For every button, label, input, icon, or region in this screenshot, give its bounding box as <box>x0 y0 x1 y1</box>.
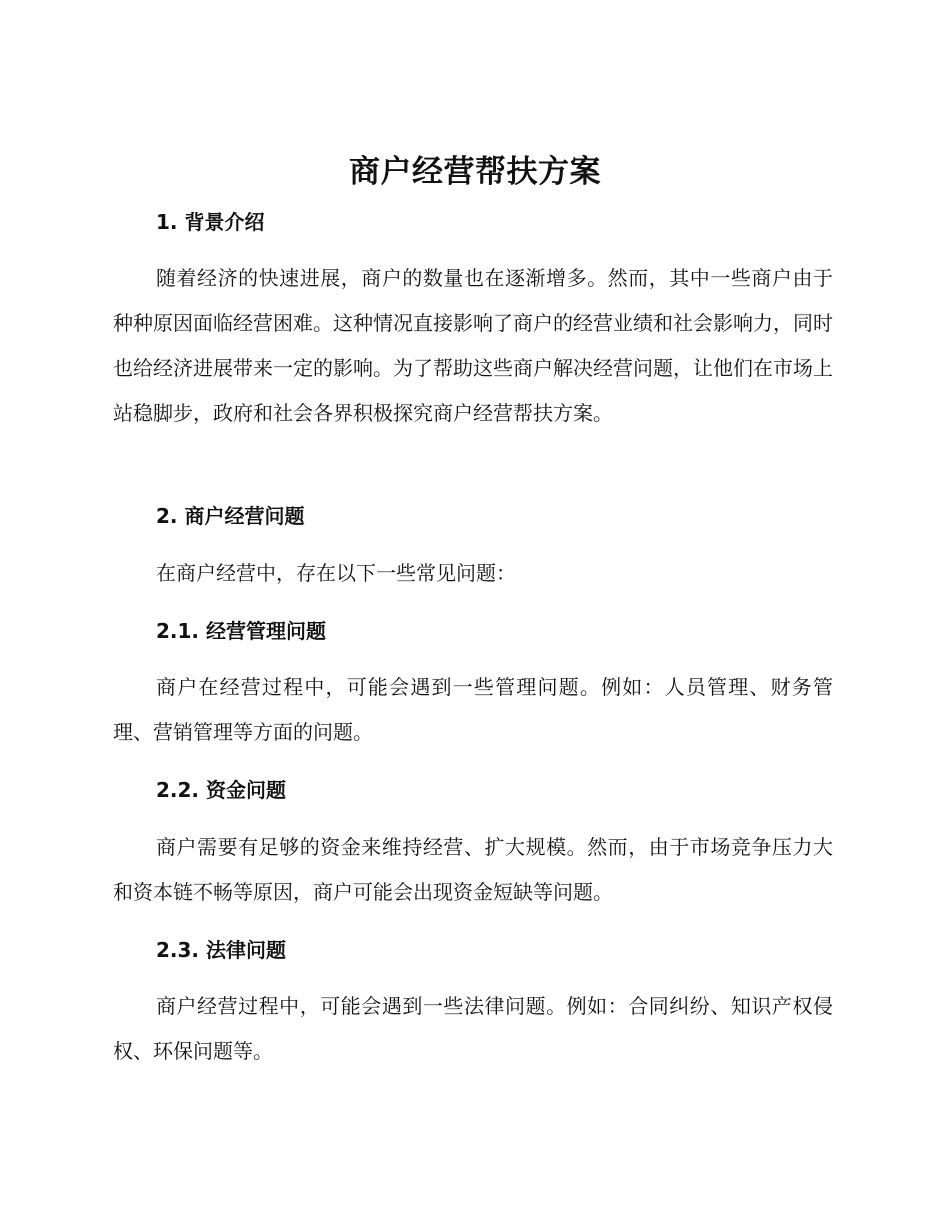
document-title: 商户经营帮扶方案 <box>349 154 601 190</box>
section-heading-background: 1. 背景介绍 <box>156 210 265 234</box>
paragraph-background: 随着经济的快速进展，商户的数量也在逐渐增多。然而，其中一些商户由于种种原因面临经营困难。这种情况直接影响了商户的经营业绩和社会影响力，同时也给经济进展带来一定的影响。为了帮助这些商户解决经营问题，让他们在市场上站稳脚步，政府和社会各界积极探究商户经营帮扶方案。 <box>113 266 833 425</box>
section-heading-merchant-issues: 2. 商户经营问题 <box>156 504 305 528</box>
paragraph-merchant-issues: 在商户经营中，存在以下一些常见问题： <box>156 561 516 585</box>
section-heading-legal-issues: 2.3. 法律问题 <box>156 938 286 962</box>
paragraph-management-issues: 商户在经营过程中，可能会遇到一些管理问题。例如：人员管理、财务管理、营销管理等方面的问题。 <box>113 675 833 744</box>
paragraph-legal-issues: 商户经营过程中，可能会遇到一些法律问题。例如：合同纠纷、知识产权侵权、环保问题等。 <box>113 994 833 1063</box>
paragraph-funding-issues: 商户需要有足够的资金来维持经营、扩大规模。然而，由于市场竞争压力大和资本链不畅等原因，商户可能会出现资金短缺等问题。 <box>113 835 833 904</box>
section-heading-funding-issues: 2.2. 资金问题 <box>156 778 286 802</box>
section-heading-management-issues: 2.1. 经营管理问题 <box>156 619 326 643</box>
